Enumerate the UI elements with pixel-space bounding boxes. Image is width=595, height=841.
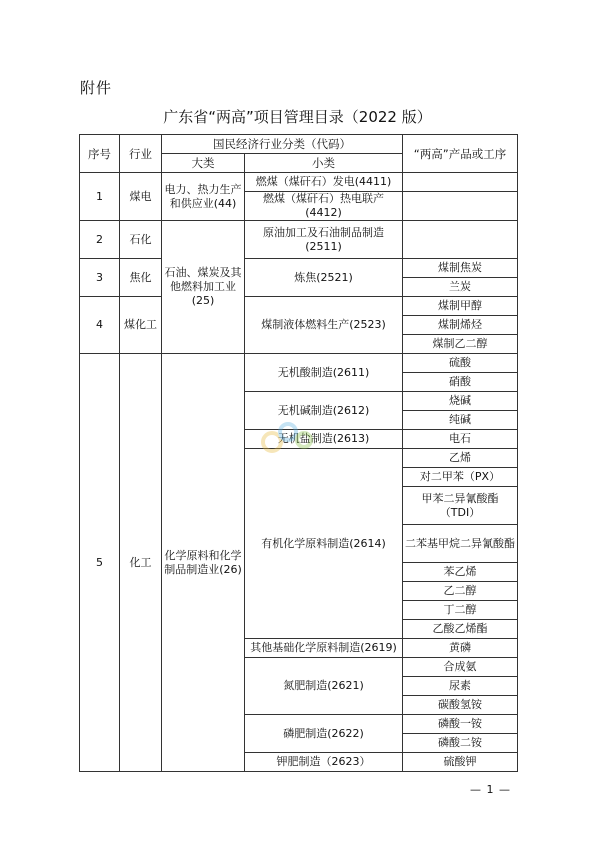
header-minor: 小类: [245, 154, 403, 173]
product-cell: 烧碱: [403, 392, 518, 411]
page-number: — 1 —: [470, 783, 511, 796]
page-title: 广东省“两高”项目管理目录（2022 版）: [163, 108, 432, 126]
product-cell: 二苯基甲烷二异氰酸酯: [403, 525, 518, 563]
product-cell: 丁二醇: [403, 601, 518, 620]
product-cell: 硫酸钾: [403, 753, 518, 772]
product-cell: 煤制甲醇: [403, 297, 518, 316]
minor-cell: 燃煤（煤矸石）发电(4411): [245, 173, 403, 192]
product-cell: 尿素: [403, 677, 518, 696]
product-cell: 碳酸氢铵: [403, 696, 518, 715]
attachment-label: 附件: [80, 79, 113, 97]
industry-cell: 石化: [120, 221, 162, 259]
header-seq: 序号: [80, 135, 120, 173]
product-cell: 电石: [403, 430, 518, 449]
minor-cell: 煤制液体燃料生产(2523): [245, 297, 403, 354]
major-cell: 石油、煤炭及其他燃料加工业(25): [162, 221, 245, 354]
industry-cell: 焦化: [120, 259, 162, 297]
minor-cell: 炼焦(2521): [245, 259, 403, 297]
table-row: [80, 221, 518, 259]
minor-cell: 氮肥制造(2621): [245, 658, 403, 715]
header-major: 大类: [162, 154, 245, 173]
product-cell: 煤制焦炭: [403, 259, 518, 278]
header-row: [80, 135, 518, 154]
table-row: [80, 259, 518, 278]
product-cell: 乙酸乙烯酯: [403, 620, 518, 639]
minor-cell: 无机酸制造(2611): [245, 354, 403, 392]
industry-cell: 煤化工: [120, 297, 162, 354]
major-cell: 电力、热力生产和供应业(44): [162, 173, 245, 221]
product-cell: 苯乙烯: [403, 563, 518, 582]
product-cell: 纯碱: [403, 411, 518, 430]
minor-cell: 无机碱制造(2612): [245, 392, 403, 430]
seq-cell: 5: [80, 354, 120, 772]
header-products: “两高”产品或工序: [403, 135, 518, 173]
header-industry: 行业: [120, 135, 162, 173]
major-cell: 化学原料和化学制品制造业(26): [162, 354, 245, 772]
minor-cell: 钾肥制造（2623）: [245, 753, 403, 772]
minor-cell: 燃煤（煤矸石）热电联产(4412): [245, 192, 403, 221]
product-cell: 硝酸: [403, 373, 518, 392]
seq-cell: 2: [80, 221, 120, 259]
minor-cell: 磷肥制造(2622): [245, 715, 403, 753]
table-row: [80, 297, 518, 316]
seq-cell: 4: [80, 297, 120, 354]
seq-cell: 1: [80, 173, 120, 221]
product-cell: 硫酸: [403, 354, 518, 373]
product-cell: 黄磷: [403, 639, 518, 658]
seq-cell: 3: [80, 259, 120, 297]
product-cell: [403, 173, 518, 192]
industry-cell: 化工: [120, 354, 162, 772]
product-cell: 煤制烯烃: [403, 316, 518, 335]
product-cell: 乙二醇: [403, 582, 518, 601]
minor-cell: 无机盐制造(2613): [245, 430, 403, 449]
table-row: [80, 173, 518, 192]
product-cell: [403, 221, 518, 259]
minor-cell: 原油加工及石油制品制造(2511): [245, 221, 403, 259]
table-row: [80, 354, 518, 373]
product-cell: 煤制乙二醇: [403, 335, 518, 354]
industry-cell: 煤电: [120, 173, 162, 221]
product-cell: 磷酸一铵: [403, 715, 518, 734]
product-cell: 兰炭: [403, 278, 518, 297]
minor-cell: 有机化学原料制造(2614): [245, 449, 403, 639]
product-cell: 对二甲苯（PX）: [403, 468, 518, 487]
project-directory-table: [79, 134, 518, 772]
product-cell: 合成氨: [403, 658, 518, 677]
minor-cell: 其他基础化学原料制造(2619): [245, 639, 403, 658]
product-cell: [403, 192, 518, 221]
product-cell: 磷酸二铵: [403, 734, 518, 753]
product-cell: 甲苯二异氰酸酯（TDI）: [403, 487, 518, 525]
header-classification: 国民经济行业分类（代码）: [162, 135, 403, 154]
product-cell: 乙烯: [403, 449, 518, 468]
